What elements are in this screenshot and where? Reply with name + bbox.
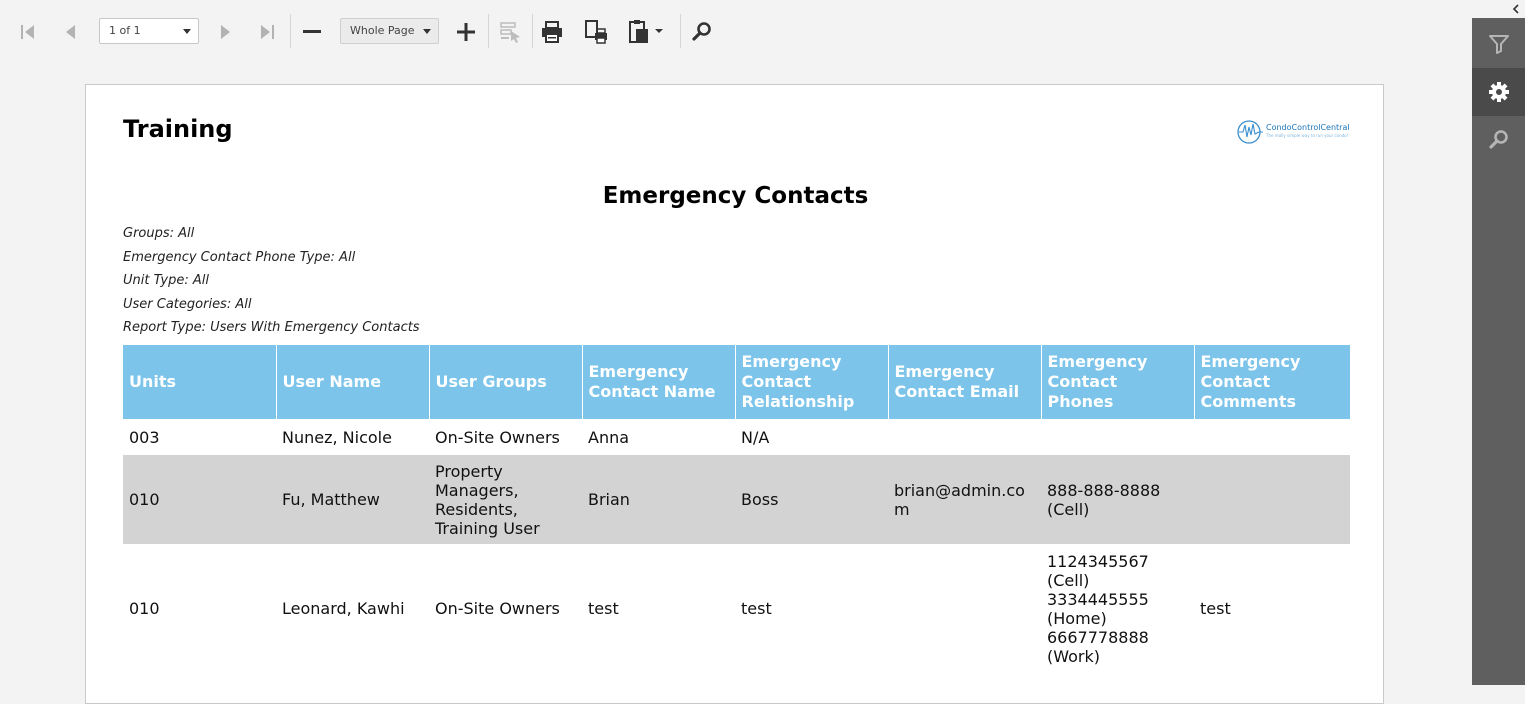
search-button[interactable] xyxy=(685,15,719,49)
filter-groups: Groups: All xyxy=(123,226,195,241)
toolbar-separator xyxy=(532,14,533,48)
collapse-panel-button[interactable] xyxy=(1472,0,1525,18)
settings-panel-button[interactable] xyxy=(1472,68,1525,116)
logo-tagline: The really simple way to run your condo! xyxy=(1266,133,1349,138)
table-cell: test xyxy=(588,599,619,618)
emergency-contacts-table xyxy=(123,345,1350,673)
table-header-row xyxy=(123,345,1350,419)
print-page-button[interactable] xyxy=(579,15,613,49)
previous-page-icon xyxy=(61,22,81,42)
parameters-panel-button[interactable] xyxy=(1472,20,1525,68)
logo-icon xyxy=(1236,118,1264,146)
viewer-toolbar xyxy=(0,0,1472,64)
gear-icon xyxy=(1488,81,1510,103)
table-cell: Leonard, Kawhi xyxy=(282,599,405,618)
table-cell xyxy=(888,544,1041,673)
table-row xyxy=(123,455,1350,544)
zoom-selector[interactable] xyxy=(340,18,439,44)
column-header: Emergency Contact Email xyxy=(888,345,1041,419)
toolbar-separator xyxy=(290,14,291,48)
report-title: Training xyxy=(123,115,233,143)
column-header: Emergency Contact Phones xyxy=(1041,345,1194,419)
collapse-chevron-icon xyxy=(1472,0,1525,18)
page-selector[interactable] xyxy=(99,18,199,44)
toolbar-separator xyxy=(488,14,489,48)
table-row xyxy=(123,419,1350,455)
report-page xyxy=(85,84,1384,704)
search-icon xyxy=(691,21,713,43)
table-cell xyxy=(1041,419,1194,455)
table-cell: 1124345567 (Cell) 3334445555 (Home) 6667778888 (Work) xyxy=(1047,551,1149,666)
table-cell xyxy=(888,419,1041,455)
table-cell: Property Managers, Residents, Training User xyxy=(429,455,582,544)
chevron-down-icon xyxy=(423,29,431,34)
next-page-button[interactable] xyxy=(208,15,242,49)
column-header: User Name xyxy=(276,345,429,419)
export-icon xyxy=(625,19,665,45)
column-header: Units xyxy=(123,345,276,419)
column-header: Emergency Contact Name xyxy=(582,345,735,419)
last-page-icon xyxy=(257,22,277,42)
last-page-button[interactable] xyxy=(250,15,284,49)
table-cell: 010 xyxy=(123,455,276,544)
print-icon xyxy=(540,20,564,44)
zoom-selector-value: Whole Page xyxy=(350,24,415,37)
table-cell: 003 xyxy=(129,427,160,447)
zoom-out-icon xyxy=(302,22,322,42)
table-cell: 888-888-8888 (Cell) xyxy=(1041,455,1194,544)
column-header: User Groups xyxy=(429,345,582,419)
chevron-down-icon xyxy=(183,29,191,34)
previous-page-button[interactable] xyxy=(54,15,88,49)
search-panel-button[interactable] xyxy=(1472,116,1525,164)
print-page-icon xyxy=(583,19,609,45)
company-logo xyxy=(1236,118,1350,146)
column-header: Emergency Contact Comments xyxy=(1194,345,1350,419)
side-panel xyxy=(1472,0,1525,685)
zoom-out-button[interactable] xyxy=(295,15,329,49)
table-cell xyxy=(1194,455,1350,544)
export-button[interactable] xyxy=(623,15,667,49)
next-page-icon xyxy=(215,22,235,42)
table-cell: Nunez, Nicole xyxy=(282,427,392,447)
filter-user-categories: User Categories: All xyxy=(123,296,252,312)
page-selector-value: 1 of 1 xyxy=(109,24,141,37)
table-cell xyxy=(1194,419,1350,455)
first-page-button[interactable] xyxy=(11,15,45,49)
table-cell: Brian xyxy=(582,455,735,544)
table-cell: On-Site Owners xyxy=(435,427,560,447)
table-row xyxy=(123,544,1350,673)
report-subtitle: Emergency Contacts xyxy=(602,183,869,209)
highlight-editing-fields-icon xyxy=(497,20,523,44)
search-icon xyxy=(1488,129,1510,151)
table-cell: brian@admin.com xyxy=(888,455,1041,544)
print-button[interactable] xyxy=(535,15,569,49)
filter-phone-type: Emergency Contact Phone Type: All xyxy=(123,249,356,265)
filter-unit-type: Unit Type: All xyxy=(123,273,209,288)
zoom-in-icon xyxy=(456,22,476,42)
table-cell: 010 xyxy=(129,599,160,618)
table-cell: test xyxy=(1200,599,1231,618)
table-cell: test xyxy=(741,599,772,618)
table-cell: Fu, Matthew xyxy=(276,455,429,544)
report-filters xyxy=(123,225,420,343)
table-cell: N/A xyxy=(741,427,770,447)
filter-report-type: Report Type: Users With Emergency Contacts xyxy=(123,320,420,335)
filter-icon xyxy=(1488,33,1510,55)
zoom-in-button[interactable] xyxy=(449,15,483,49)
table-cell: Boss xyxy=(735,455,888,544)
table-cell: Anna xyxy=(588,427,630,447)
highlight-editing-fields-button[interactable] xyxy=(493,15,527,49)
toolbar-separator xyxy=(680,14,681,48)
table-cell: On-Site Owners xyxy=(435,599,560,618)
column-header: Emergency Contact Relationship xyxy=(735,345,888,419)
logo-text: CondoControlCentral xyxy=(1266,123,1350,132)
first-page-icon xyxy=(18,22,38,42)
